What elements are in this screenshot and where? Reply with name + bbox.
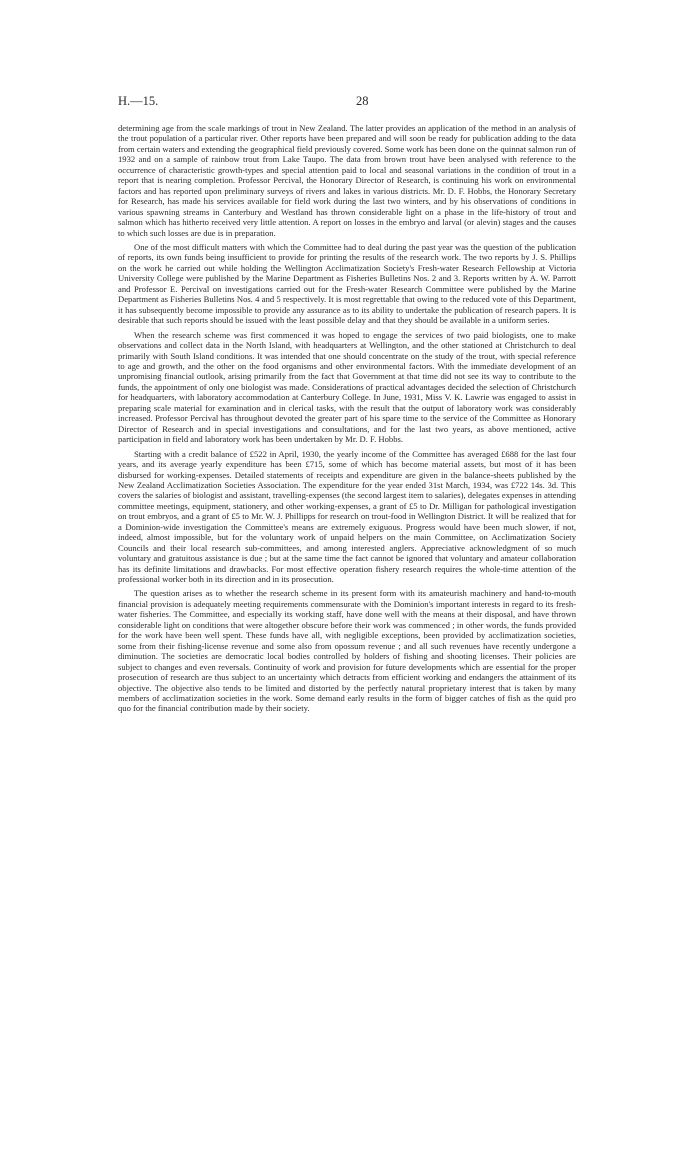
paragraph: Starting with a credit balance of £522 in April, 1930, the yearly income of the Committee has averaged £688 for the last four years, and its average yearly expenditure has been £715, some of which has become material assets, but most of it has been disbursed for working-expenses. Detailed statements of receipts and expenditure are given in the balance-sheets published by the New Zealand Acclimatization Societies Association. The expenditure for the year ended 31st March, 1934, was £722 14s. 3d. This covers the salaries of biologist and assistant, travelling-expenses (the second largest item to salaries), delegates expenses in attending committee meetings, equipment, stationery, and other working-expenses, a grant of £5 to Dr. Milligan for pathological investigation on trout embryos, and a grant of £5 to Mr. W. J. Phillipps for research on trout-food in Wellington District. It will be realized that for a Dominion-wide investigation the Committee's means are extremely exiguous. Progress would have been much slower, if not, indeed, almost impossible, but for the voluntary work of unpaid helpers on the main Committee, on Acclimatization Society Councils and their local research sub-committees, and among interested anglers. Appreciative acknowledgment of so much voluntary and gratuitous assistance is due ; but at the same time the fact cannot be ignored that voluntary and amateur collaboration has its definite limitations and drawbacks. For most effective operation fishery research requires the whole-time attention of the professional worker both in its direction and in its prosecution.: [118, 448, 576, 585]
paragraph: determining age from the scale markings of trout in New Zealand. The latter provides an application of the method in an analysis of the trout population of a particular river. Other reports have been prepared and will soon be ready for publication adding to the data from certain waters and extending the geographical field previously covered. Some work has been done on the quinnat salmon run of 1932 and on a sample of rainbow trout from Lake Taupo. The data from brown trout have been analysed with reference to the occurrence of characteristic growth-types and special attention paid to local and seasonal variations in the condition of trout in a report that is nearing completion. Professor Percival, the Honorary Director of Research, is continuing his work on environmental factors and has reported upon preliminary surveys of rivers and lakes in various districts. Mr. D. F. Hobbs, the Honorary Secretary for Research, has made his services available for field work during the last two winters, and by his observations of conditions in various spawning streams in Canterbury and Westland has thrown considerable light on a phase in the life-history of trout and salmon which has hitherto received very little attention. A report on losses in the embryo and larval (or alevin) stages and the causes to which such losses are due is in preparation.: [118, 123, 576, 238]
body-text: [118, 123, 576, 718]
page-number: 28: [356, 94, 369, 108]
page-header: [118, 94, 576, 110]
paragraph: When the research scheme was first commenced it was hoped to engage the services of two paid biologists, one to make observations and collect data in the North Island, with headquarters at Wellington, and the other stationed at Christchurch to deal primarily with South Island conditions. It was intended that one should concentrate on the study of the trout, with special reference to age and growth, and the other on the food organisms and other environmental factors. With the immediate development of an unpromising financial outlook, arising primarily from the fact that Government at that time did not see its way to contribute to the funds, the appointment of only one biologist was made. Considerations of practical advantages decided the selection of Christchurch for headquarters, with laboratory accommodation at Canterbury College. In June, 1931, Miss V. K. Lawrie was engaged to assist in preparing scale material for examination and in clerical tasks, with the result that the output of laboratory work was considerably increased. Professor Percival has throughout devoted the greater part of his spare time to the service of the Committee as Honorary Director of Research and in special investigations and consultations, and for the last two years, as above mentioned, active participation in field and laboratory work has been undertaken by Mr. D. F. Hobbs.: [118, 329, 576, 445]
document-reference: H.—15.: [118, 94, 159, 108]
paragraph: The question arises as to whether the research scheme in its present form with its amateurish machinery and hand-to-mouth financial provision is adequately meeting requirements commensurate with the Dominion's important interests in regard to its fresh-water fisheries. The Committee, and especially its working staff, have done well with the means at their disposal, and have thrown considerable light on conditions that were altogether obscure before their work was commenced ; in other words, the funds provided for the work have been well spent. These funds have all, with negligible exceptions, been provided by acclimatization societies, some from their fishing-license revenue and some also from opossum revenue ; and all such revenues have recently undergone a diminution. The societies are democratic local bodies controlled by holders of fishing and shooting licenses. Their policies are subject to changes and even reversals. Continuity of work and provision for future developments which are essential for the proper prosecution of research are thus subject to an uncertainty which detracts from efficient working and endangers the attainment of its objective. The objective also tends to be limited and distorted by the perfectly natural proprietary interest that is taken by many members of acclimatization societies in the work. Some demand early results in the form of bigger catches of fish as the quid pro quo for the financial contribution made by their society.: [118, 588, 576, 714]
paragraph: One of the most difficult matters with which the Committee had to deal during the past year was the question of the publication of reports, its own funds being insufficient to provide for printing the results of the research work. The two reports by J. S. Phillips on the work he carried out while holding the Wellington Acclimatization Society's Fresh-water Research Fellowship at Victoria University College were published by the Marine Department as Fisheries Bulletins Nos. 2 and 3. Reports written by A. W. Parrott and Professor E. Percival on investigations carried out for the Fresh-water Research Committee were published by the Marine Department as Fisheries Bulletins Nos. 4 and 5 respectively. It is most regrettable that owing to the reduced vote of this Department, it has subsequently become impossible to provide any assurance as to its ability to undertake the publication of research papers. It is desirable that such reports should be issued with the least possible delay and that they should be available in a uniform series.: [118, 241, 576, 326]
